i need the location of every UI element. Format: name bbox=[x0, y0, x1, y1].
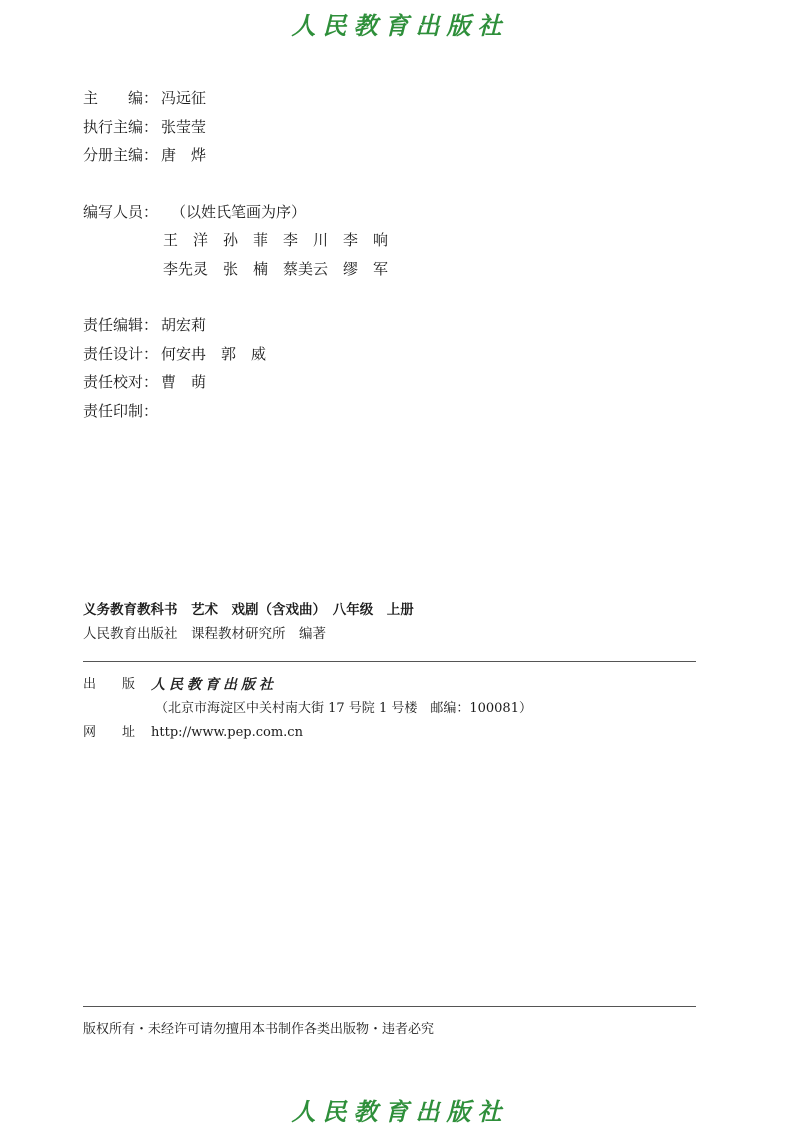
writers-label: 编写人员： bbox=[83, 202, 159, 221]
divider-top bbox=[83, 661, 696, 662]
writers-line-2: 李先灵 张 楠 蔡美云 缪 军 bbox=[163, 259, 389, 278]
chief-editor-value: 冯远征 bbox=[161, 89, 207, 107]
website-value: http://www.pep.com.cn bbox=[151, 725, 303, 740]
resp-design-value: 何安冉 郭 威 bbox=[161, 344, 267, 363]
resp-design-row bbox=[83, 340, 388, 369]
book-info bbox=[83, 599, 414, 647]
resp-editor-row bbox=[83, 311, 388, 340]
writers-line-1: 王 洋 孙 菲 李 川 李 响 bbox=[163, 231, 389, 249]
resp-proof-value: 曹 萌 bbox=[161, 373, 207, 391]
resp-editor-value: 胡宏莉 bbox=[161, 316, 207, 334]
exec-editor-label: 执行主编： bbox=[83, 117, 159, 136]
resp-proof-row bbox=[83, 368, 388, 397]
volume-editor-label: 分册主编： bbox=[83, 146, 159, 164]
publisher-logo-bottom: 人民教育出版社 bbox=[291, 1097, 509, 1126]
exec-editor-row bbox=[83, 113, 388, 142]
chief-editor-label: 主 编： bbox=[83, 89, 159, 107]
resp-print-row bbox=[83, 397, 388, 426]
publisher-label: 出 版 bbox=[83, 677, 136, 692]
resp-print-label: 责任印制： bbox=[83, 401, 159, 420]
website-label: 网 址 bbox=[83, 725, 136, 740]
volume-editor-row bbox=[83, 141, 388, 170]
volume-editor-value: 唐 烨 bbox=[161, 146, 207, 164]
writers-note: （以姓氏笔画为序） bbox=[171, 202, 307, 221]
copyright-notice: 版权所有・未经许可请勿擅用本书制作各类出版物・违者必究 bbox=[83, 1022, 435, 1037]
website-row bbox=[83, 721, 532, 745]
publisher-row bbox=[83, 673, 532, 697]
publisher-logo-small: 人民教育出版社 bbox=[151, 677, 277, 693]
publisher-logo-top: 人民教育出版社 bbox=[291, 11, 509, 40]
writers-row bbox=[83, 198, 388, 227]
divider-bottom bbox=[83, 1006, 696, 1007]
publisher-address: （北京市海淀区中关村南大街 17 号院 1 号楼 邮编：100081） bbox=[155, 701, 532, 716]
publication-info bbox=[83, 673, 532, 745]
exec-editor-value: 张莹莹 bbox=[161, 117, 207, 136]
book-author: 人民教育出版社 课程教材研究所 编著 bbox=[83, 626, 326, 642]
credits-section bbox=[83, 84, 388, 425]
chief-editor-row bbox=[83, 84, 388, 113]
book-title: 义务教育教科书 艺术 戏剧（含戏曲） 八年级 上册 bbox=[83, 602, 414, 618]
resp-proof-label: 责任校对： bbox=[83, 373, 159, 391]
resp-design-label: 责任设计： bbox=[83, 344, 159, 363]
resp-editor-label: 责任编辑： bbox=[83, 316, 159, 334]
